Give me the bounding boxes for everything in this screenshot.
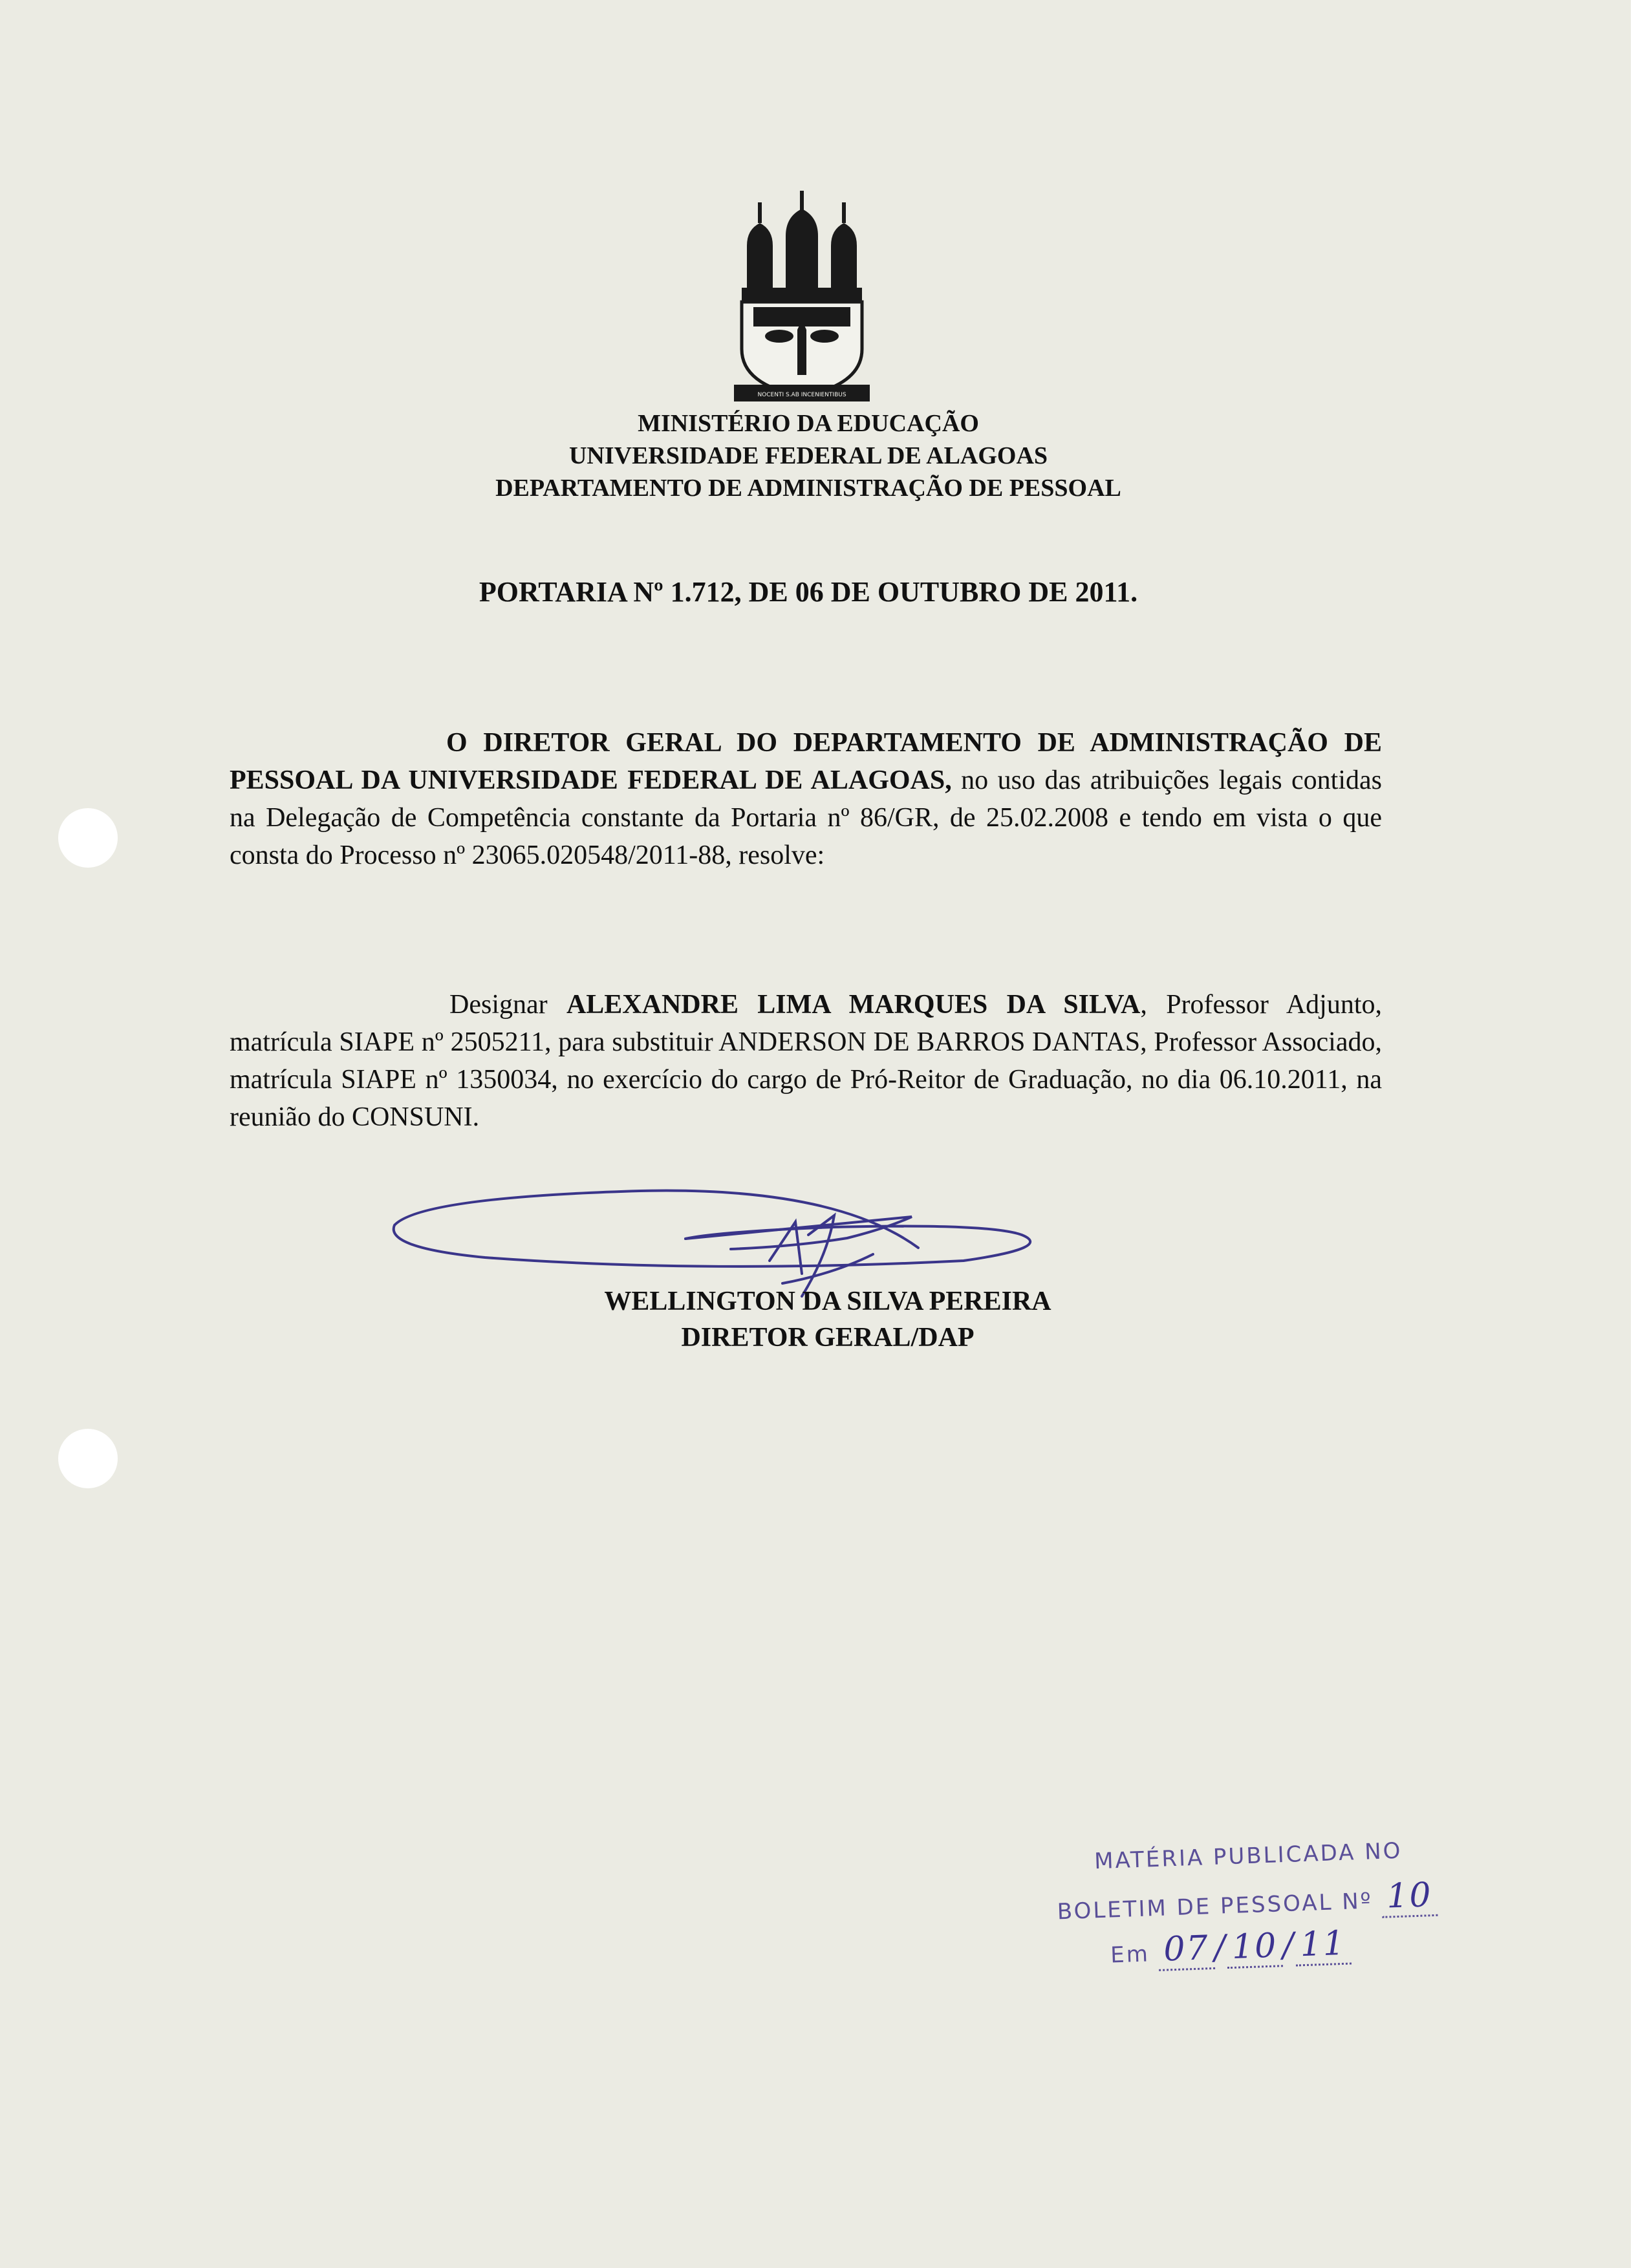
stamp-bulletin-label: BOLETIM DE PESSOAL Nº [1057, 1888, 1374, 1925]
stamp-line2 [1057, 1876, 1438, 1927]
designation-text: , Professor Adjunto, matrícula SIAPE nº 2505211, para substituir ANDERSON DE BARROS DANTAS, Professor Associado, matrícula SIAPE nº 1350034, no exercício do cargo de Pró-Reitor de Graduação, no dia 06.10.2011, na reunião do CONSUNI. [230, 990, 1383, 1132]
stamp-line3: Em 07 / 10 / 11 [1110, 1924, 1352, 1971]
preamble-paragraph [230, 724, 1382, 874]
signatory-role: DIRETOR GERAL/DAP [681, 1323, 975, 1353]
scan-edge [1631, 0, 1649, 2268]
signatory-name: WELLINGTON DA SILVA PEREIRA [604, 1287, 1051, 1316]
stamp-date-day: 07 [1158, 1929, 1214, 1971]
department-heading: DEPARTAMENTO DE ADMINISTRAÇÃO DE PESSOAL [495, 475, 1121, 502]
preamble-text: no uso das atribuições legais contidas na Delegação de Competência constante da Portaria nº 86/GR, de 25.02.2008 e tendo em vista o que consta do Processo nº 23065.020548/2011-88, resolve: [230, 765, 1382, 870]
ministry-heading: MINISTÉRIO DA EDUCAÇÃO [638, 410, 979, 437]
designation-paragraph [230, 986, 1382, 1136]
stamp-date-year: 11 [1295, 1924, 1352, 1967]
stamp-date-label: Em [1110, 1941, 1150, 1969]
punch-hole-top [58, 808, 118, 868]
stamp-line1: MATÉRIA PUBLICADA NO [1094, 1837, 1403, 1875]
university-heading: UNIVERSIDADE FEDERAL DE ALAGOAS [568, 442, 1048, 469]
punch-hole-bottom [58, 1429, 118, 1488]
crest-motto: NOCENTI S.AB INCENIENTIBUS [757, 392, 846, 398]
portaria-title: PORTARIA Nº 1.712, DE 06 DE OUTUBRO DE 2011. [479, 576, 1138, 608]
publication-stamp [1055, 1829, 1480, 1993]
preamble-authority: O DIRETOR GERAL DO DEPARTAMENTO DE ADMINISTRAÇÃO DE PESSOAL DA UNIVERSIDADE FEDERAL DE ALAGOAS, [230, 728, 1382, 795]
university-crest [727, 191, 876, 407]
designation-lead: Designar [449, 990, 566, 1020]
stamp-date-month: 10 [1226, 1926, 1283, 1969]
stamp-bulletin-number: 10 [1381, 1876, 1438, 1918]
designee-name: ALEXANDRE LIMA MARQUES DA SILVA [566, 990, 1141, 1020]
